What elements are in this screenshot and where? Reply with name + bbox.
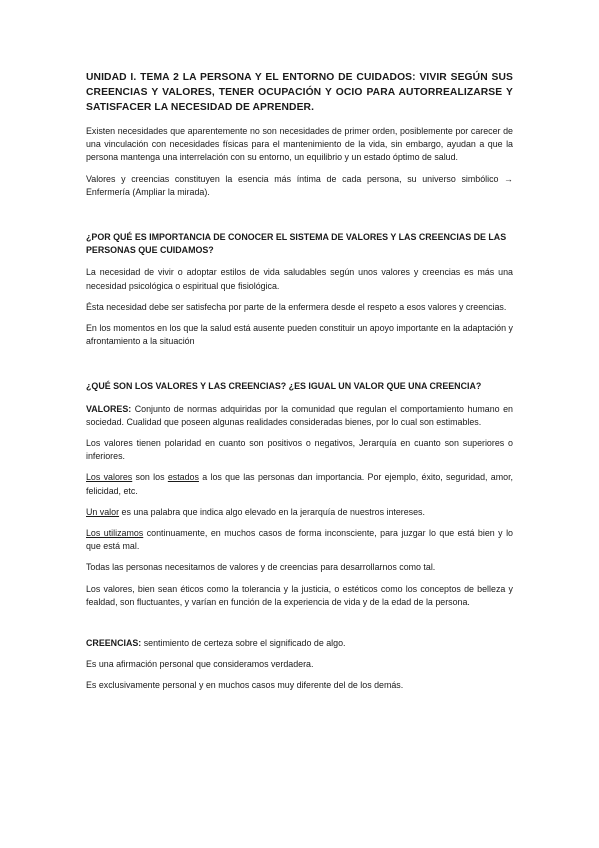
importancia-paragraph-3: En los momentos en los que la salud está ausente pueden constituir un apoyo importante en la adaptación y afrontamiento a la situación <box>86 323 513 347</box>
valores-eticos: Los valores, bien sean éticos como la tolerancia y la justicia, o estéticos como los conceptos de belleza y fealdad, son fluctuantes, y varían en función de la experiencia de vida y de la edad de la persona. <box>86 583 513 607</box>
valores-necesitamos: Todas las personas necesitamos de valores y de creencias para desarrollarnos como tal. <box>86 562 436 573</box>
intro-paragraph-1: Existen necesidades que aparentemente no son necesidades de primer orden, posiblemente por carecer de una vinculación con necesidades físicas para el mantenimiento de la vida, sin embargo, ayudan a que la persona mantenga una interrelación con su entorno, un equilibrio y un estado óptimo de salud. <box>86 126 513 163</box>
valores-estados-term: Los valores <box>86 472 133 483</box>
spacer <box>86 617 513 637</box>
valores-definition-text: Conjunto de normas adquiridas por la comunidad que regulan el comportamiento humano en sociedad. Cualidad que poseen algunas realidades consideradas bienes, por lo cual son estimables. <box>86 403 513 427</box>
creencias-definition <box>86 637 513 650</box>
utilizamos-text: continuamente, en muchos casos de forma inconsciente, para juzgar lo que está bien y lo que está mal. <box>86 528 513 552</box>
section-heading-importancia: ¿POR QUÉ ES IMPORTANCIA DE CONOCER EL SISTEMA DE VALORES Y LAS CREENCIAS DE LAS PERSONAS QUE CUIDAMOS? <box>86 232 507 256</box>
estados-term: estados <box>167 472 199 483</box>
valores-estados-text-1: son los <box>132 472 168 483</box>
document-title: UNIDAD I. TEMA 2 LA PERSONA Y EL ENTORNO DE CUIDADOS: VIVIR SEGÚN SUS CREENCIAS Y VALORES, TENER OCUPACIÓN Y OCIO PARA AUTORREALIZARSE Y SATISFACER LA NECESIDAD DE APRENDER. <box>86 72 513 113</box>
creencias-definition-text: sentimiento de certeza sobre el significado de algo. <box>141 638 346 649</box>
creencias-label: CREENCIAS: <box>86 638 142 649</box>
valores-estados <box>86 471 513 497</box>
intro-paragraph-2: Valores y creencias constituyen la esencia más íntima de cada persona, su universo simbólico → Enfermería (Ampliar la mirada). <box>86 173 513 197</box>
valor-palabra <box>86 506 513 519</box>
valores-polaridad: Los valores tienen polaridad en cuanto son positivos o negativos, Jerarquía en cuanto son superiores o inferiores. <box>86 438 513 462</box>
valores-label: VALORES: <box>86 403 132 414</box>
importancia-paragraph-1: La necesidad de vivir o adoptar estilos de vida saludables según unos valores y creencias es más una necesidad psicológica o espiritual que fisiológica. <box>86 267 513 291</box>
valor-term: Un valor <box>86 506 120 517</box>
valores-utilizamos <box>86 527 513 553</box>
utilizamos-term: Los utilizamos <box>86 528 144 539</box>
valores-estados-text-2: a los que las personas dan importancia. Por ejemplo, éxito, seguridad, amor, felicidad, etc. <box>86 472 513 496</box>
section-heading-valores-creencias: ¿QUÉ SON LOS VALORES Y LAS CREENCIAS? ¿ES IGUAL UN VALOR QUE UNA CREENCIA? <box>86 381 482 392</box>
creencias-exclusiva: Es exclusivamente personal y en muchos casos muy diferente del de los demás. <box>86 680 404 691</box>
importancia-paragraph-2: Ésta necesidad debe ser satisfecha por parte de la enfermera desde el respeto a esos valores y creencias. <box>86 301 507 312</box>
valor-palabra-text: es una palabra que indica algo elevado en la jerarquía de nuestros intereses. <box>119 506 425 517</box>
spacer <box>86 207 513 231</box>
spacer <box>86 356 513 380</box>
valores-definition <box>86 403 513 429</box>
creencias-afirmacion: Es una afirmación personal que consideramos verdadera. <box>86 659 314 670</box>
